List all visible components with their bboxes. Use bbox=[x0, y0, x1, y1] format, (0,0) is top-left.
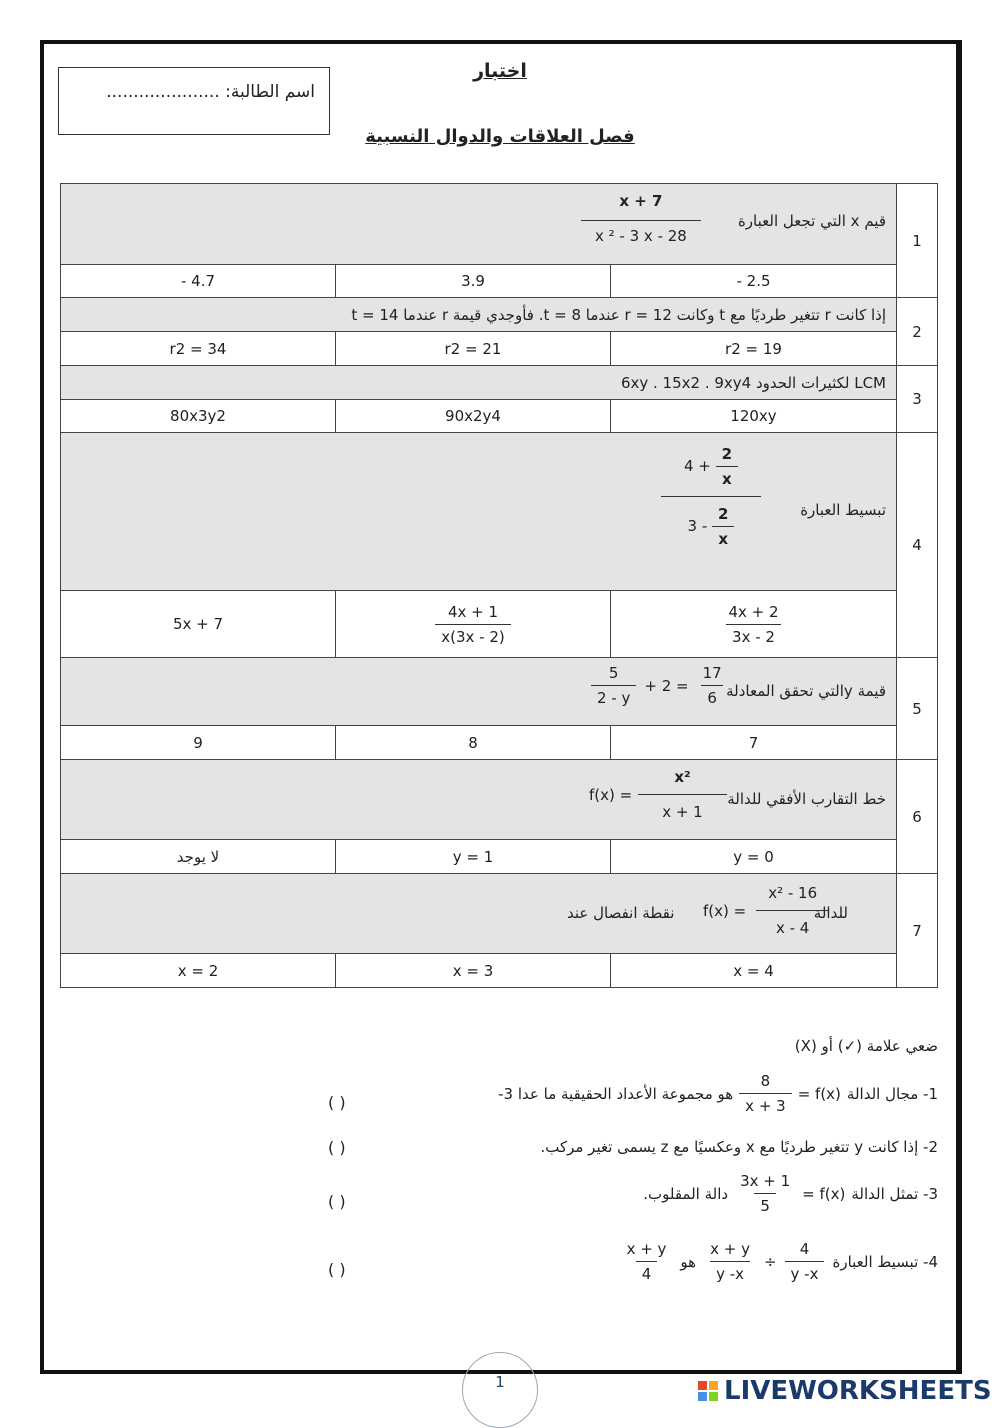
tf-4-mid: هو bbox=[680, 1252, 697, 1271]
student-name-label: اسم الطالبة: ..................... bbox=[106, 82, 315, 102]
tf-4-f1-num: 4 bbox=[799, 1240, 810, 1258]
question-6-stem bbox=[61, 760, 897, 840]
question-4-top-inner-den: x bbox=[716, 466, 738, 488]
question-4-option-b-num: 4x + 1 bbox=[447, 602, 499, 621]
question-4-bot-expr: 3 - bbox=[687, 517, 708, 535]
tf-3-pre: 3- تمثل الدالة bbox=[851, 1184, 938, 1203]
question-5-option-c[interactable]: 9 bbox=[61, 726, 336, 760]
question-2-option-c[interactable]: r2 = 34 bbox=[61, 332, 336, 366]
question-6-option-c[interactable]: لا يوجد bbox=[61, 840, 336, 874]
question-4-option-a[interactable] bbox=[611, 591, 897, 658]
question-5-option-b[interactable]: 8 bbox=[336, 726, 611, 760]
question-4-option-a-den: 3x - 2 bbox=[726, 624, 781, 646]
question-5-text: قيمة yالتي تحقق المعادلة bbox=[726, 682, 886, 700]
question-6-den: x + 1 bbox=[638, 794, 727, 821]
tf-3-answer[interactable]: ( ) bbox=[328, 1192, 346, 1211]
question-4-option-b[interactable] bbox=[336, 591, 611, 658]
tf-3-fx: f(x) = bbox=[802, 1184, 846, 1203]
tf-3-den: 5 bbox=[754, 1193, 776, 1215]
question-7-number: 7 bbox=[897, 874, 938, 988]
question-6-option-a[interactable]: y = 0 bbox=[611, 840, 897, 874]
question-3-option-a[interactable]: 120xy bbox=[611, 400, 897, 433]
tf-4-pre: 4- تبسيط العبارة bbox=[832, 1252, 938, 1271]
question-7-stem bbox=[61, 874, 897, 954]
page-number: 1 bbox=[495, 1373, 505, 1391]
question-4-top-expr: 4 + bbox=[683, 457, 711, 475]
question-1-text: قيم x التي تجعل العبارة bbox=[737, 212, 886, 230]
question-7-den: x - 4 bbox=[756, 910, 829, 937]
question-5-option-a[interactable]: 7 bbox=[611, 726, 897, 760]
tf-4-f3-den: 4 bbox=[636, 1261, 658, 1283]
question-5-lhs-num: 5 bbox=[608, 664, 619, 682]
true-false-instruction: ضعي علامة (✓) أو (X) bbox=[794, 1037, 938, 1055]
liveworksheets-brand[interactable]: LIVEWORKSHEETS bbox=[724, 1376, 992, 1406]
question-7-text: للدالة bbox=[813, 904, 848, 922]
question-5-plus: + 2 = bbox=[644, 676, 689, 695]
tf-4-f2-num: x + y bbox=[710, 1240, 750, 1258]
tf-4-answer[interactable]: ( ) bbox=[328, 1260, 346, 1279]
true-false-item-1 bbox=[498, 1072, 938, 1115]
question-6-fx: f(x) = bbox=[589, 785, 633, 804]
question-2-stem: إذا كانت r تتغير طرديًا مع t وكانت r = 12 عندما t = 8. فأوجدي قيمة r عندما t = 14 bbox=[61, 298, 897, 332]
question-4-bot-inner-num: 2 bbox=[718, 505, 729, 523]
liveworksheets-logo-icon bbox=[698, 1381, 720, 1403]
tf-4-f1-den: y -x bbox=[785, 1261, 825, 1283]
question-4-top-inner-num: 2 bbox=[721, 445, 733, 463]
question-1-option-c[interactable]: - 4.7 bbox=[61, 265, 336, 298]
question-6-num: x² bbox=[674, 768, 691, 786]
page-number-circle bbox=[462, 1352, 538, 1428]
question-1-numerator: x + 7 bbox=[619, 192, 663, 210]
question-1-stem bbox=[61, 184, 897, 265]
question-1-stem-row bbox=[61, 184, 938, 265]
question-4-option-a-num: 4x + 2 bbox=[728, 602, 779, 621]
tf-1-answer[interactable]: ( ) bbox=[328, 1093, 346, 1112]
question-4-option-c[interactable]: 5x + 7 bbox=[61, 591, 336, 658]
tf-2-answer[interactable]: ( ) bbox=[328, 1138, 346, 1157]
question-1-fraction bbox=[581, 192, 701, 245]
question-2-number: 2 bbox=[897, 298, 938, 366]
true-false-item-3 bbox=[643, 1172, 938, 1215]
question-6-option-b[interactable]: y = 1 bbox=[336, 840, 611, 874]
tf-4-f2-den: y -x bbox=[710, 1261, 750, 1283]
question-5-rhs-num: 17 bbox=[702, 664, 722, 682]
question-3-option-b[interactable]: 90x2y4 bbox=[336, 400, 611, 433]
tf-1-num: 8 bbox=[760, 1072, 771, 1090]
question-7-option-c[interactable]: x = 2 bbox=[61, 954, 336, 988]
question-4-bot-inner-den: x bbox=[712, 526, 734, 548]
tf-3-post: دالة المقلوب. bbox=[643, 1184, 729, 1203]
question-7-option-a[interactable]: x = 4 bbox=[611, 954, 897, 988]
question-1-denominator: x ² - 3 x - 28 bbox=[581, 220, 701, 245]
question-7-fx: f(x) = bbox=[703, 901, 747, 920]
question-4-number: 4 bbox=[897, 433, 938, 658]
tf-1-den: x + 3 bbox=[739, 1093, 792, 1115]
true-false-item-2: 2- إذا كانت y تتغير طرديًا مع x وعكسيًا مع z يسمى تغير مركب. bbox=[540, 1138, 938, 1156]
question-5-lhs-den: 2 - y bbox=[591, 685, 636, 707]
question-7-function bbox=[703, 884, 837, 937]
question-1-option-b[interactable]: 3.9 bbox=[336, 265, 611, 298]
question-3-option-c[interactable]: 80x3y2 bbox=[61, 400, 336, 433]
tf-1-fx: f(x) = bbox=[797, 1084, 841, 1103]
question-2-option-a[interactable]: r2 = 19 bbox=[611, 332, 897, 366]
question-2-option-b[interactable]: r2 = 21 bbox=[336, 332, 611, 366]
question-1-option-a[interactable]: - 2.5 bbox=[611, 265, 897, 298]
question-7-tail: نقطة انفصال عند bbox=[567, 904, 675, 922]
student-name-box[interactable] bbox=[58, 67, 330, 135]
question-3-stem: LCM لكثيرات الحدود 6xy . 15x2 . 9xy4 bbox=[61, 366, 897, 400]
question-5-stem bbox=[61, 658, 897, 726]
question-6-function bbox=[589, 768, 727, 821]
question-4-text: تبسيط العبارة bbox=[800, 501, 886, 519]
tf-4-f3-num: x + y bbox=[626, 1240, 667, 1258]
tf-3-num: 3x + 1 bbox=[740, 1172, 791, 1190]
questions-table bbox=[60, 183, 938, 988]
question-3-number: 3 bbox=[897, 366, 938, 433]
question-6-text: خط التقارب الأفقي للدالة bbox=[727, 790, 886, 808]
tf-4-div: ÷ bbox=[763, 1252, 777, 1271]
question-1-number: 1 bbox=[897, 184, 938, 298]
question-4-stem bbox=[61, 433, 897, 591]
tf-1-pre: 1- مجال الدالة bbox=[846, 1084, 938, 1103]
question-5-number: 5 bbox=[897, 658, 938, 760]
question-6-number: 6 bbox=[897, 760, 938, 874]
question-7-num: x² - 16 bbox=[768, 884, 818, 902]
question-4-option-b-den: x(3x - 2) bbox=[435, 624, 511, 646]
question-5-rhs-den: 6 bbox=[701, 685, 723, 707]
true-false-item-4 bbox=[621, 1240, 938, 1283]
chapter-title: فصل العلاقات والدوال النسبية bbox=[365, 126, 635, 147]
test-title: اختبار bbox=[473, 60, 527, 82]
question-7-option-b[interactable]: x = 3 bbox=[336, 954, 611, 988]
question-5-equation bbox=[591, 664, 728, 707]
tf-1-post: هو مجموعة الأعداد الحقيقية ما عدا 3- bbox=[498, 1084, 734, 1103]
question-4-complex-fraction bbox=[661, 445, 761, 548]
